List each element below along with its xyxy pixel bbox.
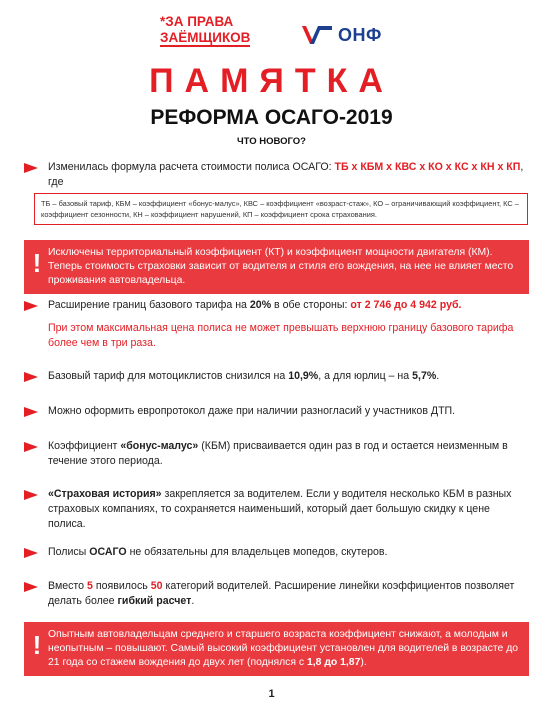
- list-item-mopeds: Полисы ОСАГО не обязательны для владельцев мопедов, скутеров.: [24, 545, 524, 560]
- list-item-categories: Вместо 5 появилось 50 категорий водителей. Расширение линейки коэффициентов позволяет делать более гибкий расчет.: [24, 579, 524, 609]
- logo-onf-text: ОНФ: [338, 24, 382, 45]
- list-item-formula: Изменилась формула расчета стоимости полиса ОСАГО: ТБ х КБМ х КВС х КО х КС х КН х КП, где: [24, 160, 524, 190]
- logo-onf: [300, 20, 382, 50]
- alert-block-territorial: ! Исключены территориальный коэффициент (КТ) и коэффициент мощности двигателя (КМ). Теперь стоимость страховки зависит от водителя и стиля его вождения, на нее не влияет место проживания автовладельца.: [24, 240, 529, 294]
- alert-block-age: ! Опытным автовладельцам среднего и старшего возраста коэффициент снижают, а молодым и неопытным – повышают. Самый высокий коэффициент установлен для водителей в возрасте до 21 года со стажем вождения до двух лет (поднялся с 1,8 до 1,87).: [24, 622, 529, 676]
- arrow-bullet-icon: [24, 582, 38, 592]
- arrow-bullet-icon: [24, 407, 38, 417]
- onf-flag-icon: [300, 24, 334, 46]
- list-item-kbm: Коэффициент «бонус-малус» (КБМ) присваивается один раз в год и остается неизменным в течение этого периода.: [24, 439, 524, 469]
- page-title: ПАМЯТКА: [149, 62, 394, 100]
- logo-left-line1: *ЗА ПРАВА: [160, 14, 234, 29]
- list-item-europrotocol: Можно оформить европротокол даже при наличии разногласий у участников ДТП.: [24, 404, 524, 419]
- arrow-bullet-icon: [24, 548, 38, 558]
- logo-za-prava-zaemshchikov: [160, 14, 250, 46]
- formula-highlight: ТБ х КБМ х КВС х КО х КС х КН х КП: [334, 161, 521, 173]
- page-subtitle: РЕФОРМА ОСАГО-2019: [150, 106, 393, 129]
- list-item-moto: Базовый тариф для мотоциклистов снизился на 10,9%, а для юрлиц – на 5,7%.: [24, 369, 524, 384]
- logo-left-line2: ЗАЁМЩИКОВ: [160, 30, 251, 45]
- arrow-bullet-icon: [24, 372, 38, 382]
- arrow-bullet-icon: [24, 163, 38, 173]
- arrow-bullet-icon: [24, 301, 38, 311]
- arrow-bullet-icon: [24, 490, 38, 500]
- page-number: 1: [268, 688, 275, 700]
- page-subheading: ЧТО НОВОГО?: [237, 136, 306, 147]
- list-item-tariff: Расширение границ базового тарифа на 20% в обе стороны: от 2 746 до 4 942 руб.: [24, 298, 524, 313]
- exclamation-icon: !: [32, 630, 42, 660]
- tariff-note: При этом максимальная цена полиса не может превышать верхнюю границу базового тарифа более чем в три раза.: [48, 322, 514, 349]
- arrow-bullet-icon: [24, 442, 38, 452]
- exclamation-icon: !: [32, 248, 42, 278]
- definitions-box: ТБ – базовый тариф, КБМ – коэффициент «бонус-малус», КВС – коэффициент «возраст-стаж», КО – ограничивающий коэффициент, КС – коэффициент сезонности, КН – коэффициент нарушений, КП – коэффициент срока страхования.: [34, 193, 528, 225]
- list-item-history: «Страховая история» закрепляется за водителем. Если у водителя несколько КБМ в разных страховых компаниях, то сохраняется наименьший, который дает большую скидку к цене полиса.: [24, 487, 524, 532]
